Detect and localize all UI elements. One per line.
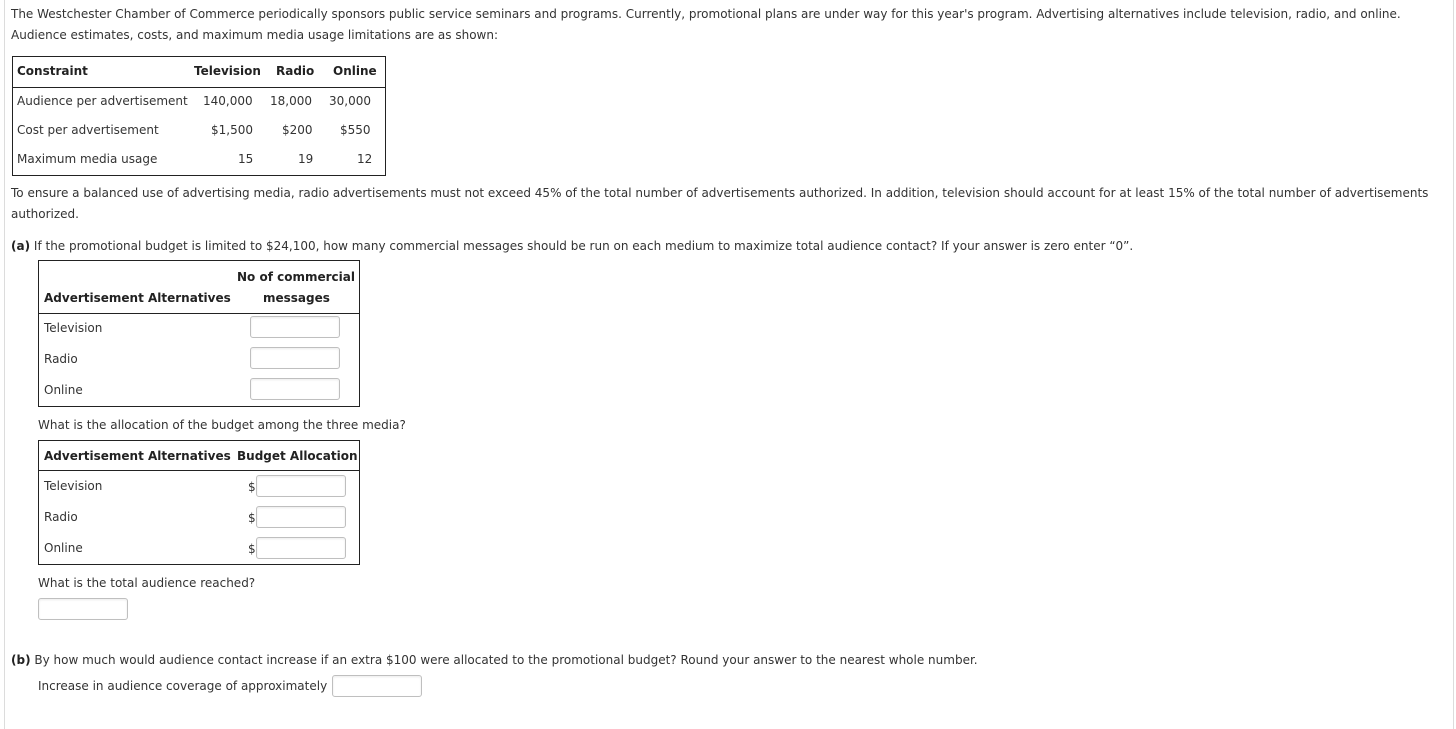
cost-radio: $200 [282,123,313,137]
allocation-col-alternatives: Advertisement Alternatives [44,449,231,463]
messages-row-online: Online [44,383,83,397]
allocation-col-budget: Budget Allocation [237,449,358,463]
online-messages-input[interactable] [250,378,340,400]
messages-col-header-line1: No of commercial [237,270,355,284]
radio-currency-symbol: $ [248,511,256,525]
total-audience-input[interactable] [38,598,128,620]
header-online: Online [333,64,377,78]
part-b-question [11,653,978,667]
max-television: 15 [238,152,254,166]
allocation-row-television: Television [44,479,103,493]
audience-question: What is the total audience reached? [38,576,256,590]
messages-row-radio: Radio [44,352,78,366]
max-online: 12 [357,152,373,166]
messages-table [38,260,360,407]
online-budget-input[interactable] [256,537,346,559]
increase-label: Increase in audience coverage of approximately [38,679,328,693]
messages-row-television: Television [44,321,103,335]
online-currency-symbol: $ [248,542,256,556]
part-a-question [11,239,1133,253]
radio-budget-input[interactable] [256,506,346,528]
row-label-max-usage: Maximum media usage [17,152,158,166]
allocation-row-radio: Radio [44,510,78,524]
part-b-label: (b) [11,653,31,667]
intro-text: The Westchester Chamber of Commerce periodically sponsors public service seminars and programs. Currently, promotional plans are under way for this year's program. Advertising alternatives include television, radio, and online. Audience estimates, costs, and maximum media usage limitations are as shown: [11,7,1401,42]
part-a-label: (a) [11,239,31,253]
allocation-question: What is the allocation of the budget among the three media? [38,418,406,432]
radio-messages-input[interactable] [250,347,340,369]
television-budget-input[interactable] [256,475,346,497]
messages-col-header-line2: messages [263,291,330,305]
television-currency-symbol: $ [248,480,256,494]
television-messages-input[interactable] [250,316,340,338]
row-label-cost: Cost per advertisement [17,123,159,137]
row-label-audience: Audience per advertisement [17,94,188,108]
audience-television: 140,000 [203,94,253,108]
messages-col-alternatives: Advertisement Alternatives [44,291,231,305]
allocation-table-divider [39,470,359,471]
constraint-table [12,56,386,176]
header-constraint: Constraint [17,64,88,78]
allocation-row-online: Online [44,541,83,555]
part-a-text: If the promotional budget is limited to $24,100, how many commercial messages should be run on each medium to maximize total audience contact? If your answer is zero enter “0”. [33,239,1134,253]
header-radio: Radio [276,64,315,78]
audience-online: 30,000 [329,94,371,108]
allocation-table [38,440,360,565]
max-radio: 19 [298,152,314,166]
header-television: Television [194,64,261,78]
part-b-text: By how much would audience contact increase if an extra $100 were allocated to the promotional budget? Round your answer to the nearest whole number. [34,653,978,667]
increase-audience-input[interactable] [332,675,422,697]
balance-text: To ensure a balanced use of advertising media, radio advertisements must not exceed 45% of the total number of advertisements authorized. In addition, television should account for at least 15% of the total number of advertisements authorized. [11,186,1429,221]
audience-radio: 18,000 [270,94,312,108]
cost-online: $550 [340,123,371,137]
cost-television: $1,500 [211,123,253,137]
messages-table-divider [39,313,359,314]
